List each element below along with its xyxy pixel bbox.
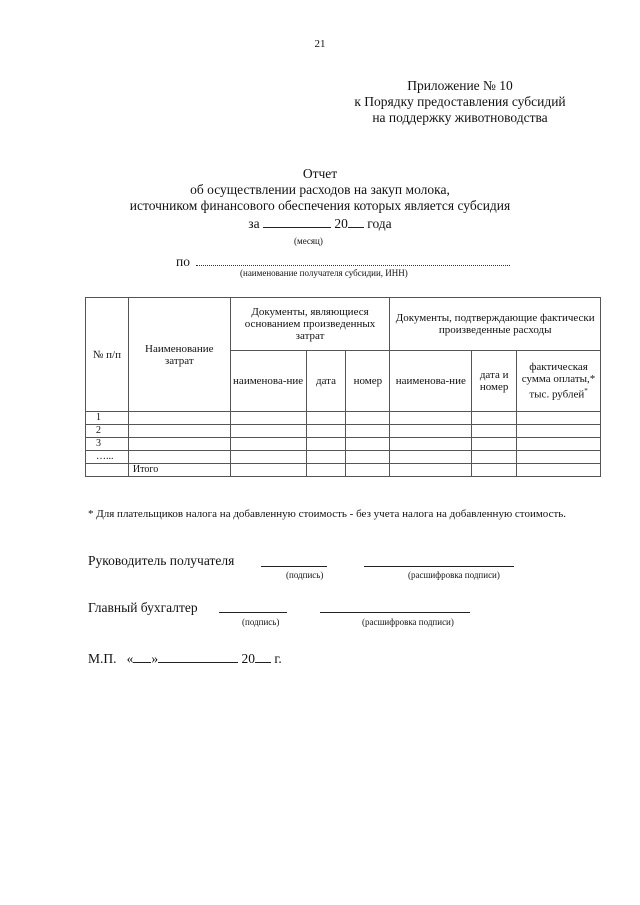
header-group-basis: Документы, являющиеся основанием произведенных затрат [230, 298, 390, 351]
table-row [86, 425, 601, 438]
row-number: …... [86, 451, 129, 464]
header-num: № п/п [86, 298, 129, 412]
title-line-2: об осуществлении расходов на закуп молока, [190, 182, 450, 197]
row-number: 3 [86, 438, 129, 451]
page-number: 21 [314, 38, 326, 50]
recipient-blank [196, 265, 510, 266]
header-basis-number: номер [346, 351, 390, 412]
table-row [86, 451, 601, 464]
appendix-line-1: Приложение № 10 [407, 78, 513, 93]
appendix-header [330, 78, 590, 126]
close-quote: » [151, 651, 159, 666]
head-sign-caption: (подпись) [286, 570, 324, 580]
head-decode-caption: (расшифровка подписи) [408, 570, 500, 580]
accountant-signature-label: Главный бухгалтер [88, 600, 198, 615]
table-row [86, 438, 601, 451]
table-row [86, 412, 601, 425]
stamp-date-line [88, 651, 282, 667]
header-confirm-date-number: дата и номер [472, 351, 517, 412]
year-blank [348, 216, 364, 228]
accountant-decode-blank [320, 612, 470, 613]
header-confirm-name: наименова-ние [390, 351, 472, 412]
accountant-decode-caption: (расшифровка подписи) [362, 617, 454, 627]
amount-label: фактическая сумма оплаты,* тыс. рублей [521, 361, 596, 401]
report-period [0, 216, 640, 232]
row-number: 2 [86, 425, 129, 438]
period-prefix: за [248, 216, 260, 231]
header-confirm-amount: фактическая сумма оплаты,* тыс. рублей* [517, 351, 601, 412]
accountant-sign-caption: (подпись) [242, 617, 280, 627]
day-blank [133, 651, 151, 663]
stamp-year-blank [255, 651, 271, 663]
head-decode-blank [364, 566, 514, 567]
total-label: Итого [128, 464, 230, 477]
report-table [85, 297, 601, 477]
header-basis-date: дата [306, 351, 346, 412]
recipient-prefix: по [176, 254, 190, 269]
open-quote: « [126, 651, 134, 666]
appendix-line-2: к Порядку предоставления субсидий [354, 94, 566, 109]
header-group-confirm: Документы, подтверждающие фактически произведенные расходы [390, 298, 601, 351]
head-signature-blank [261, 566, 327, 567]
title-line-3: источником финансового обеспечения которых является субсидия [129, 198, 511, 213]
month-blank [263, 216, 331, 228]
month-date-blank [158, 651, 238, 663]
accountant-signature-blank [219, 612, 287, 613]
period-suffix: года [367, 216, 392, 231]
stamp-suffix: г. [274, 651, 282, 666]
appendix-line-3: на поддержку животноводства [372, 110, 548, 125]
stamp-mark: М.П. [88, 651, 117, 666]
month-caption: (месяц) [294, 236, 323, 246]
head-signature-label: Руководитель получателя [88, 553, 235, 568]
stamp-year-prefix: 20 [241, 651, 256, 666]
title-line-1: Отчет [302, 166, 338, 181]
header-name: Наименование затрат [128, 298, 230, 412]
report-title [90, 166, 550, 214]
header-basis-name: наименова-ние [230, 351, 306, 412]
row-number: 1 [86, 412, 129, 425]
period-year-prefix: 20 [334, 216, 348, 231]
vat-footnote: * Для плательщиков налога на добавленную стоимость - без учета налога на добавленную стоимость. [88, 508, 567, 520]
total-row [86, 464, 601, 477]
recipient-caption: (наименование получателя субсидии, ИНН) [240, 268, 408, 278]
